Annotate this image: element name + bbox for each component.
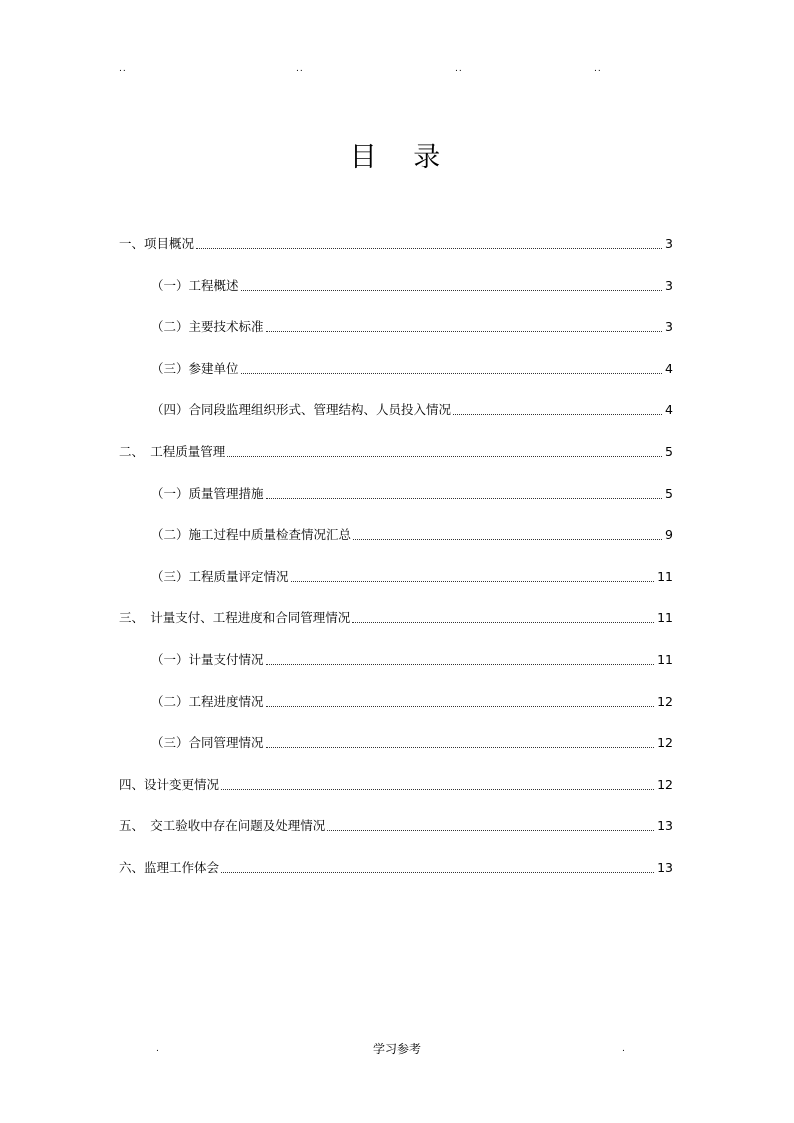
- toc-entry-label: 二、 工程质量管理: [119, 444, 226, 459]
- toc-entry-page-number: 3: [665, 236, 673, 251]
- toc-entry-page-number: 3: [665, 277, 673, 293]
- toc-entry[interactable]: [119, 812, 673, 834]
- toc-dot-leader: [291, 581, 655, 582]
- toc-dot-leader: [353, 539, 662, 540]
- toc-entry[interactable]: [151, 563, 673, 585]
- toc-dot-leader: [352, 622, 654, 623]
- toc-entry-label: （二）工程进度情况: [151, 693, 264, 709]
- toc-entry[interactable]: [119, 771, 673, 793]
- toc-entry-label: （一）计量支付情况: [151, 652, 264, 667]
- toc-entry[interactable]: [151, 688, 673, 710]
- toc-entry-page-number: 11: [657, 610, 673, 626]
- toc-entry-page-number: 13: [657, 860, 673, 875]
- toc-entry-label: （一）质量管理措施: [151, 485, 264, 501]
- toc-entry-page-number: 4: [665, 360, 673, 376]
- toc-entry-label: （二）施工过程中质量检查情况汇总: [151, 527, 352, 543]
- toc-dot-leader: [196, 248, 662, 249]
- header-mark: ..: [119, 64, 127, 74]
- footer-left-mark: .: [156, 1044, 159, 1054]
- toc-entry-label: 一、项目概况: [119, 236, 195, 251]
- toc-dot-leader: [241, 373, 663, 374]
- toc-entry[interactable]: [119, 604, 673, 626]
- footer-right-mark: .: [622, 1044, 625, 1054]
- toc-entry[interactable]: [119, 854, 673, 876]
- toc-dot-leader: [327, 830, 654, 831]
- header-mark: ..: [594, 64, 602, 74]
- toc-entry-page-number: 9: [665, 527, 673, 543]
- page-title: 目 录: [349, 142, 455, 173]
- toc-entry-page-number: 5: [665, 444, 673, 459]
- toc-dot-leader: [221, 789, 654, 790]
- toc-dot-leader: [266, 498, 663, 499]
- toc-entry[interactable]: [151, 646, 673, 668]
- header-mark: ..: [296, 64, 304, 74]
- toc-dot-leader: [227, 456, 662, 457]
- toc-dot-leader: [453, 414, 662, 415]
- toc-dot-leader: [241, 290, 663, 291]
- toc-entry-label: 五、 交工验收中存在问题及处理情况: [119, 818, 326, 834]
- toc-entry-label: （四）合同段监理组织形式、管理结构、人员投入情况: [151, 402, 452, 418]
- toc-entry-label: （一）工程概述: [151, 277, 239, 293]
- toc-entry[interactable]: [151, 480, 673, 502]
- toc-dot-leader: [266, 747, 655, 748]
- footer-text: 学习参考: [372, 1042, 421, 1056]
- toc-entry-label: 四、设计变更情况: [119, 776, 220, 792]
- toc-dot-leader: [266, 706, 655, 707]
- toc-entry-label: 三、 计量支付、工程进度和合同管理情况: [119, 610, 351, 626]
- toc-entry[interactable]: [119, 230, 673, 252]
- toc-entry[interactable]: [119, 438, 673, 460]
- toc-entry-page-number: 5: [665, 485, 673, 501]
- toc-dot-leader: [266, 331, 663, 332]
- toc-entry[interactable]: [151, 355, 673, 377]
- toc-entry-label: （二）主要技术标准: [151, 319, 264, 335]
- toc-entry-label: （三）合同管理情况: [151, 735, 264, 751]
- toc-entry-label: （三）工程质量评定情况: [151, 568, 289, 584]
- toc-entry-page-number: 12: [657, 693, 673, 709]
- toc-entry-page-number: 4: [665, 402, 673, 418]
- toc-entry[interactable]: [151, 396, 673, 418]
- toc-entry[interactable]: [151, 729, 673, 751]
- toc-entry-page-number: 11: [657, 568, 673, 584]
- toc-entry-page-number: 11: [657, 652, 673, 667]
- header-mark: ..: [455, 64, 463, 74]
- toc-dot-leader: [221, 872, 654, 873]
- toc-entry-label: 六、监理工作体会: [119, 860, 220, 875]
- toc-entry-page-number: 13: [657, 818, 673, 834]
- toc-entry-label: （三）参建单位: [151, 360, 239, 376]
- toc-entry-page-number: 3: [665, 319, 673, 335]
- toc-entry[interactable]: [151, 272, 673, 294]
- toc-entry[interactable]: [151, 521, 673, 543]
- toc-entry[interactable]: [151, 313, 673, 335]
- toc-entry-page-number: 12: [657, 776, 673, 792]
- toc-dot-leader: [266, 664, 655, 665]
- toc-entry-page-number: 12: [657, 735, 673, 751]
